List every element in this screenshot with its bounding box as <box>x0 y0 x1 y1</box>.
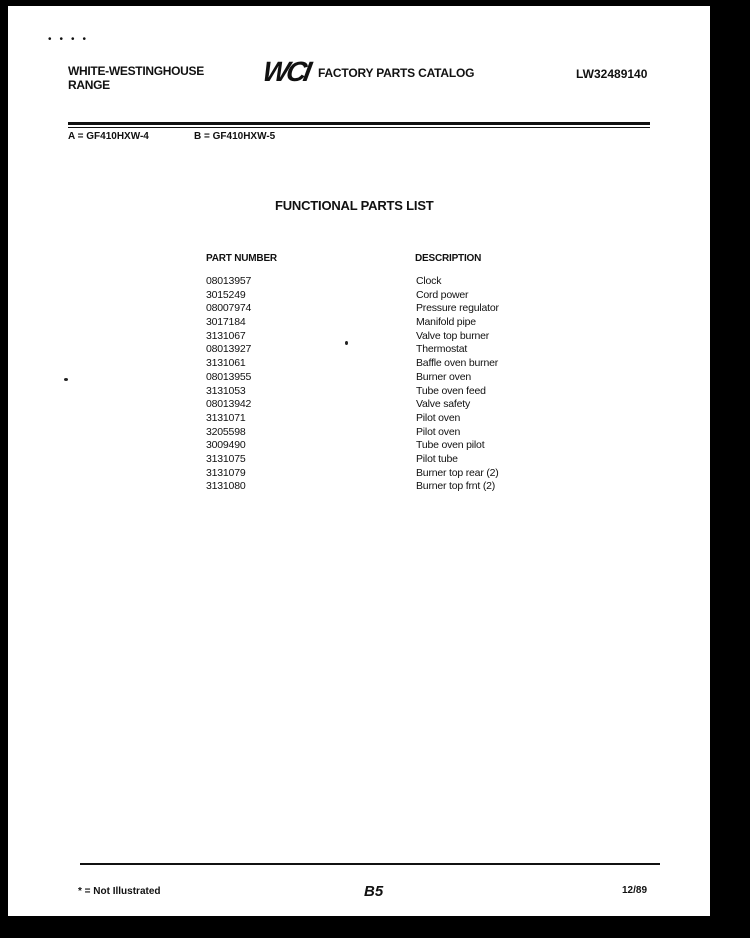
manufacturer-name: WHITE-WESTINGHOUSE <box>68 64 204 78</box>
part-number-cell: 3131075 <box>206 452 246 465</box>
description-cell: Burner top frnt (2) <box>416 480 496 493</box>
part-number-column <box>206 275 251 494</box>
part-number-cell: 3131053 <box>206 384 246 397</box>
scan-speck <box>345 341 348 345</box>
header-rule <box>68 122 650 125</box>
model-a: A = GF410HXW-4 <box>68 131 149 142</box>
description-cell: Thermostat <box>416 343 468 356</box>
footer-rule <box>80 863 660 865</box>
part-number-cell: 3131079 <box>206 466 246 479</box>
description-cell: Baffle oven burner <box>416 357 499 370</box>
part-number-cell: 3131071 <box>206 411 246 424</box>
part-number-cell: 3131080 <box>206 480 246 493</box>
catalog-title: FACTORY PARTS CATALOG <box>318 66 475 80</box>
part-number-cell: 08007974 <box>206 302 252 315</box>
part-number-cell: 08013957 <box>206 275 252 287</box>
scan-dots: •••• <box>48 34 95 45</box>
wci-logo: WCI <box>260 56 312 87</box>
product-type: RANGE <box>68 78 110 92</box>
page-code: B5 <box>364 883 384 900</box>
description-cell: Pilot oven <box>416 411 461 424</box>
part-number-cell: 3017184 <box>206 316 246 329</box>
description-cell: Pilot tube <box>416 452 458 465</box>
part-number-cell: 3205598 <box>206 425 246 438</box>
catalog-number: LW32489140 <box>576 67 648 81</box>
column-header-description: DESCRIPTION <box>415 253 482 264</box>
description-cell: Tube oven feed <box>416 384 486 397</box>
description-cell: Clock <box>416 275 442 287</box>
header-rule-thin <box>68 127 650 128</box>
part-number-cell: 3131061 <box>206 357 246 370</box>
description-cell: Manifold pipe <box>416 316 476 329</box>
part-number-cell: 08013927 <box>206 343 252 356</box>
description-cell: Tube oven pilot <box>416 439 485 452</box>
scan-speck <box>64 378 68 381</box>
description-cell: Pilot oven <box>416 425 461 438</box>
part-number-cell: 3015249 <box>206 288 246 301</box>
catalog-page <box>8 6 710 916</box>
part-number-cell: 08013942 <box>206 398 252 411</box>
part-number-cell: 08013955 <box>206 370 252 383</box>
part-number-cell: 3131067 <box>206 329 246 342</box>
footer-date: 12/89 <box>622 885 648 896</box>
description-cell: Cord power <box>416 288 469 301</box>
description-cell: Burner top rear (2) <box>416 466 499 479</box>
description-cell: Pressure regulator <box>416 302 499 315</box>
model-b: B = GF410HXW-5 <box>194 131 276 142</box>
description-cell: Valve safety <box>416 398 471 411</box>
footer-legend: * = Not Illustrated <box>78 886 161 897</box>
page-title: FUNCTIONAL PARTS LIST <box>275 198 434 213</box>
manufacturer-block <box>68 64 204 92</box>
column-header-part-number: PART NUMBER <box>206 253 277 264</box>
description-cell: Valve top burner <box>416 329 490 342</box>
description-column <box>416 275 499 494</box>
part-number-cell: 3009490 <box>206 439 246 452</box>
description-cell: Burner oven <box>416 370 472 383</box>
